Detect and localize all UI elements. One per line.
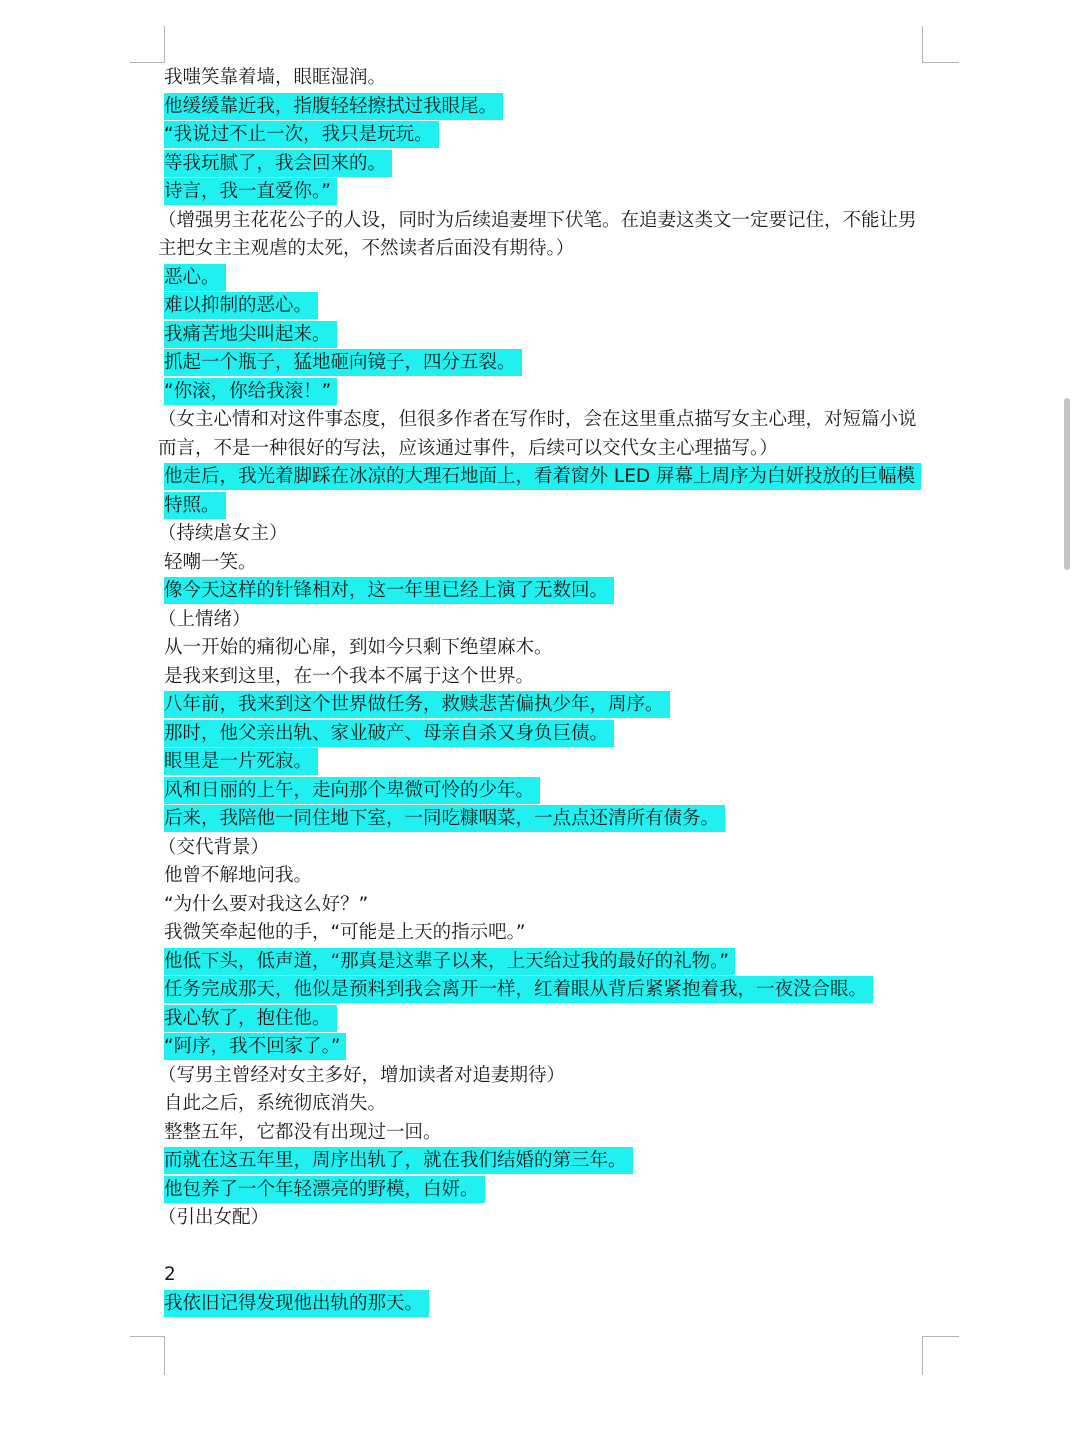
annotation-text: （增强男主花花公子的人设，同时为后续追妻埋下伏笔。在追妻这类文一定要记住，不能让男主把女主主观虐的太死，不然读者后面没有期待。） (158, 209, 917, 259)
highlighted-text: 八年前，我来到这个世界做任务，救赎悲苦偏执少年，周序。 (164, 691, 670, 718)
highlighted-text: 任务完成那天，他似是预料到我会离开一样，红着眼从背后紧紧抱着我，一夜没合眼。 (164, 976, 873, 1003)
annotation-line (158, 1062, 926, 1091)
line-text: 我嗤笑靠着墙，眼眶湿润。 (164, 67, 387, 88)
highlighted-text: 我心软了，抱住他。 (164, 1005, 337, 1032)
paragraph-line (164, 292, 926, 321)
highlighted-text: 抓起一个瓶子，猛地砸向镜子，四分五裂。 (164, 349, 522, 376)
paragraph-line (164, 891, 926, 920)
line-text: 2 (164, 1264, 176, 1285)
page-corner-mark-top-right (922, 26, 959, 63)
paragraph-line (164, 121, 926, 150)
paragraph-line (164, 93, 926, 122)
page-corner-mark-bottom-right (922, 1336, 959, 1375)
vertical-scrollbar[interactable] (1064, 398, 1070, 570)
paragraph-line (164, 549, 926, 578)
highlighted-text: 眼里是一片死寂。 (164, 748, 318, 775)
paragraph-line (164, 577, 926, 606)
annotation-line (158, 520, 926, 549)
annotation-line (158, 834, 926, 863)
paragraph-line (164, 1090, 926, 1119)
line-text: 从一开始的痛彻心扉，到如今只剩下绝望麻木。 (164, 637, 553, 658)
paragraph-line (164, 777, 926, 806)
highlighted-text: 恶心。 (164, 264, 226, 291)
line-text: 他曾不解地问我。 (164, 865, 313, 886)
page-corner-mark-bottom-left (130, 1336, 165, 1375)
highlighted-text: 他低下头，低声道，“那真是这辈子以来，上天给过我的最好的礼物。” (164, 948, 735, 975)
paragraph-line (164, 178, 926, 207)
paragraph-line (164, 1033, 926, 1062)
paragraph-line (164, 1005, 926, 1034)
highlighted-text: “我说过不止一次，我只是玩玩。 (164, 121, 439, 148)
highlighted-text: 而就在这五年里，周序出轨了，就在我们结婚的第三年。 (164, 1147, 633, 1174)
annotation-text: （引出女配） (158, 1207, 270, 1228)
annotation-text: （交代背景） (158, 836, 270, 858)
paragraph-line (164, 150, 926, 179)
line-text: “为什么要对我这么好？” (164, 893, 369, 915)
paragraph-line (164, 748, 926, 777)
document-body[interactable] (158, 64, 926, 1318)
paragraph-line (164, 463, 926, 520)
page-corner-mark-top-left (130, 26, 165, 63)
paragraph-line (164, 349, 926, 378)
paragraph-line (164, 862, 926, 891)
highlighted-text: 难以抑制的恶心。 (164, 292, 318, 319)
paragraph-line (164, 1290, 926, 1319)
highlighted-text: 他走后，我光着脚踩在冰凉的大理石地面上，看着窗外 LED 屏幕上周序为白妍投放的巨幅模特照。 (164, 463, 921, 519)
paragraph-line (164, 976, 926, 1005)
annotation-line (158, 207, 926, 264)
highlighted-text: 后来，我陪他一同住地下室，一同吃糠咽菜，一点点还清所有债务。 (164, 805, 725, 832)
line-text: 整整五年，它都没有出现过一回。 (164, 1121, 442, 1143)
paragraph-line (164, 634, 926, 663)
paragraph-line (164, 1147, 926, 1176)
paragraph-line (164, 1176, 926, 1205)
section-number (164, 1261, 926, 1290)
paragraph-line (164, 691, 926, 720)
highlighted-text: 风和日丽的上午，走向那个卑微可怜的少年。 (164, 777, 540, 804)
paragraph-line (164, 663, 926, 692)
annotation-line (158, 606, 926, 635)
highlighted-text: 等我玩腻了，我会回来的。 (164, 150, 392, 177)
paragraph-line (164, 321, 926, 350)
highlighted-text: “你滚，你给我滚！” (164, 378, 337, 405)
paragraph-line (164, 1119, 926, 1148)
line-text: 自此之后，系统彻底消失。 (164, 1093, 387, 1114)
paragraph-line (164, 948, 926, 977)
line-text: 轻嘲一笑。 (164, 551, 257, 573)
highlighted-text: 诗言，我一直爱你。” (164, 178, 337, 205)
paragraph-line (164, 64, 926, 93)
paragraph-line (164, 919, 926, 948)
annotation-text: （女主心情和对这件事态度，但很多作者在写作时，会在这里重点描写女主心理，对短篇小说而言，不是一种很好的写法，应该通过事件，后续可以交代女主心理描写。） (158, 409, 917, 459)
annotation-text: （持续虐女主） (158, 523, 288, 544)
paragraph-line (164, 378, 926, 407)
highlighted-text: 那时，他父亲出轨、家业破产、母亲自杀又身负巨债。 (164, 720, 614, 747)
paragraph-line (164, 805, 926, 834)
annotation-text: （上情绪） (158, 608, 251, 630)
highlighted-text: 我痛苦地尖叫起来。 (164, 321, 337, 348)
line-text: 我微笑牵起他的手，“可能是上天的指示吧。” (164, 922, 526, 943)
annotation-line (158, 406, 926, 463)
annotation-text: （写男主曾经对女主多好，增加读者对追妻期待） (158, 1064, 566, 1086)
highlighted-text: 他包养了一个年轻漂亮的野模，白妍。 (164, 1176, 485, 1203)
paragraph-line (164, 264, 926, 293)
blank-line (164, 1233, 926, 1262)
highlighted-text: 像今天这样的针锋相对，这一年里已经上演了无数回。 (164, 577, 614, 604)
highlighted-text: 他缓缓靠近我，指腹轻轻擦拭过我眼尾。 (164, 93, 503, 120)
line-text: 是我来到这里，在一个我本不属于这个世界。 (164, 665, 535, 687)
paragraph-line (164, 720, 926, 749)
highlighted-text: “阿序，我不回家了。” (164, 1033, 346, 1060)
annotation-line (158, 1204, 926, 1233)
highlighted-text: 我依旧记得发现他出轨的那天。 (164, 1290, 429, 1317)
